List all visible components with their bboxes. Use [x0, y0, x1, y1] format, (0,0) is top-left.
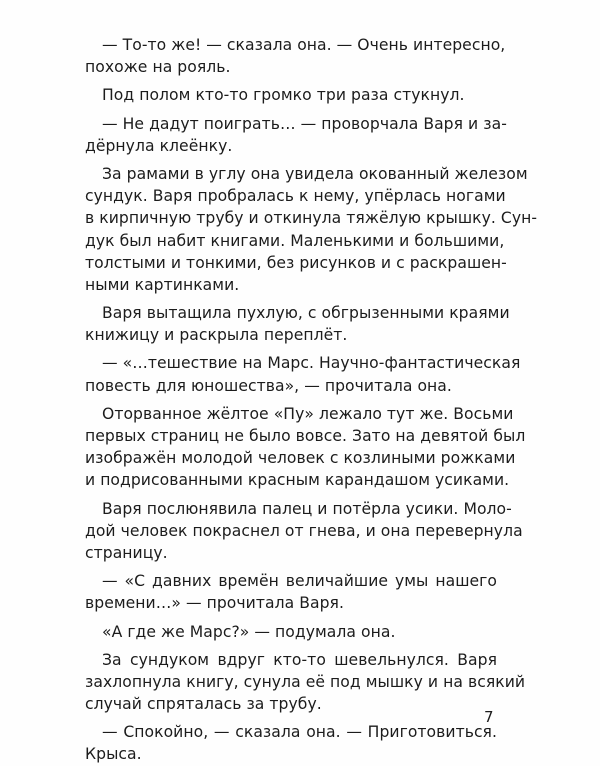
paragraph [85, 352, 521, 396]
text-line: — «…тешествие на Марс. Научно-фантастическая [102, 354, 521, 373]
text-line: Под полом кто-то громко три раза стукнул. [102, 86, 465, 105]
text-line: — Спокойно, — сказала она. — Приготовиться. [102, 723, 497, 742]
text-line: похоже на рояль. [85, 58, 231, 77]
paragraph [85, 403, 526, 492]
paragraph [85, 498, 523, 565]
paragraph [85, 649, 526, 716]
text-line: — Не дадут поиграть… — проворчала Варя и за- [102, 114, 507, 133]
text-line: Крыса. [85, 745, 142, 764]
text-line: сундук. Варя пробралась к нему, упёрлась ногами [85, 187, 506, 206]
text-line: толстыми и тонкими, без рисунков и с раскрашен- [85, 253, 507, 272]
page-number: 7 [484, 708, 494, 726]
text-line: дук был набит книгами. Маленькими и большими, [85, 231, 505, 250]
paragraph [85, 621, 497, 643]
text-line: случай спряталась за трубу. [85, 695, 322, 714]
text-line: в кирпичную трубу и откинула тяжёлую крышку. Сун- [85, 209, 538, 228]
paragraph [85, 84, 497, 106]
paragraph [85, 570, 497, 614]
text-line: Варя вытащила пухлую, с обгрызенными краями [102, 304, 510, 323]
text-line: За сундуком вдруг кто-то шевельнулся. Варя [102, 650, 497, 669]
text-line: Оторванное жёлтое «Пу» лежало тут же. Восьми [102, 404, 514, 423]
book-page-text [85, 34, 538, 766]
text-line: первых страниц не было вовсе. Зато на девятой был [85, 427, 526, 445]
text-line: книжицу и раскрыла переплёт. [85, 326, 348, 345]
paragraph [85, 163, 538, 296]
text-line: Варя послюнявила палец и потёрла усики. Моло- [102, 499, 512, 518]
text-line: повесть для юношества», — прочитала она. [85, 376, 452, 395]
text-line: дой человек покраснел от гнева, и она перевернула [85, 521, 523, 540]
text-line: — «С давних времён величайшие умы нашего [102, 572, 497, 591]
text-line: времени…» — прочитала Варя. [85, 594, 344, 613]
text-line: дёрнула клеёнку. [85, 136, 233, 155]
text-line: ными картинками. [85, 275, 240, 294]
text-line: страницу. [85, 543, 168, 562]
paragraph [85, 113, 507, 157]
text-line: «А где же Марс?» — подумала она. [102, 622, 396, 641]
text-line: За рамами в углу она увидела окованный железом [102, 164, 528, 183]
text-line: — То-то же! — сказала она. — Очень интересно, [102, 36, 506, 54]
paragraph [85, 34, 506, 78]
text-line: захлопнула книгу, сунула её под мышку и на всякий [85, 672, 526, 691]
text-line: и подрисованными красным карандашом усиками. [85, 471, 510, 490]
paragraph [85, 721, 497, 765]
text-line: изображён молодой человек с козлиными рожками [85, 449, 516, 468]
paragraph [85, 302, 510, 346]
